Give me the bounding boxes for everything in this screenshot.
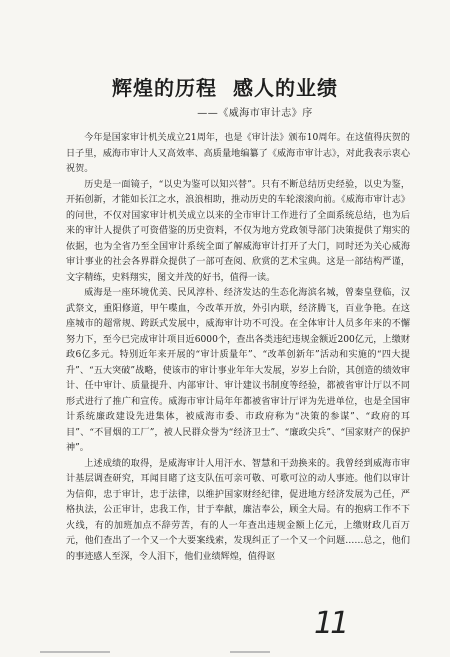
scan-artifact [230,651,270,653]
body-text [66,131,410,565]
page-number: 11 [314,606,347,641]
paragraph: 上述成绩的取得，是威海审计人用汗水、智慧和干劲换来的。我曾经到威海市审计基层调查研究，耳闻目睹了这支队伍可亲可敬、可歌可泣的动人事迹。他们以审计为信仰，忠于审计，忠于法律，以维护国家财经纪律，促进地方经济发展为己任，严格执法，公正审计，忠我工作，甘于奉献，廉洁奉公，顾全大局。有的抱病工作不下火线，有的加班加点不辞劳苦，有的人一年查出违规金额上亿元，上缴财政几百万元，他们查出了一个又一个大要案线索，发现纠正了一个又一个问题……总之，他们的事迹感人至深，令人泪下，他们业绩辉煌，值得讴 [66,458,410,562]
page-subtitle: ——《威海市审计志》序 [197,108,313,119]
paragraph: 历史是一面镜子，“以史为鉴可以知兴替”。只有不断总结历史经验，以史为鉴，开拓创新，才能如长江之水，浪浪相助，推动历史的车轮滚滚向前。《威海市审计志》的问世，不仅对国家审计机关成立以来的全市审计工作进行了全面系统总结，也为后来的审计人提供了可资借鉴的历史资料，不仅为地方党政领导部门决策提供了翔实的依据，也为全省乃至全国审计系统全面了解威海审计打开了大门，同时还为关心威海审计事业的社会各界群众提供了一部可查阅、欣赏的艺术宝典。这是一部结构严谨，文字精练，史料翔实，图文并茂的好书，值得一读。 [66,179,410,283]
scan-artifact [40,651,110,653]
paragraph: 威海是一座环境优美、民风淳朴、经济发达的生态化海滨名城，曾秦皇登临，汉武祭文，重阳修道，甲午喋血，今改革开放，外引内联，经济腾飞，百业争艳。在这座城市的超常规、跨跃式发展中，威海审计功不可没。在全体审计人员多年来的不懈努力下，至今已完成审计项目近6000个，查出各类违纪违规金额近200亿元，上缴财政6亿多元。特别近年来开展的“审计质量年”、“改革创新年”活动和实施的“四大提升”、“五大突破”战略，使该市的审计事业年年大发展，岁岁上台阶，其创造的绩效审计、任中审计、质量提升、内部审计、审计建议书制度等经验，都被省审计厅以不同形式进行了推广和宣传。威海市审计局年年都被省审计厅评为先进单位，也是全国审计系统廉政建设先进集体，被威海市委、市政府称为“决策的参谋”、“政府的耳目”、“不冒烟的工厂”，被人民群众誉为“经济卫士”、“廉政尖兵”、“国家财产的保护神”。 [66,288,410,453]
page-title: 辉煌的历程 感人的业绩 [112,76,338,100]
paragraph: 今年是国家审计机关成立21周年，也是《审计法》颁布10周年。在这值得庆贺的日子里，威海市审计人又高效率、高质量地编纂了《威海市审计志》，对此我表示衷心祝贺。 [66,133,410,174]
